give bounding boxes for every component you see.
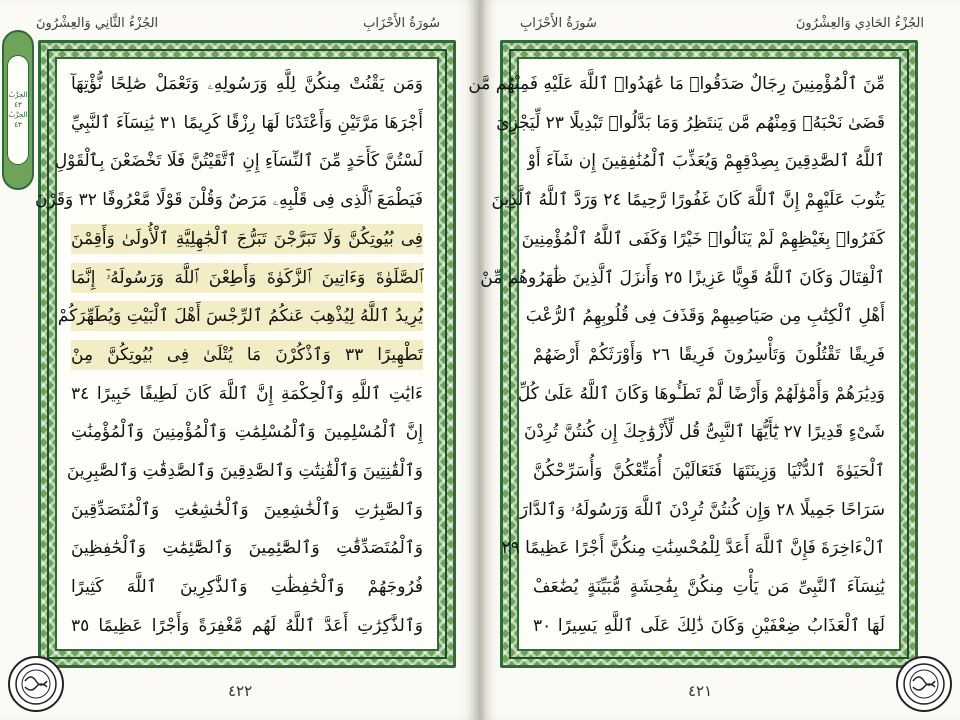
verse-line: وَدِيَٰرَهُمْ وَأَمْوَٰلَهُمْ وَأَرْضًا لَّمْ تَطَـُٔوهَا وَكَانَ ٱللَّهُ عَلَىٰ كُلِّ (517, 383, 885, 404)
verse-line: وَمَن يَقْنُتْ مِنكُنَّ لِلَّهِ وَرَسُولِهِۦ وَتَعْمَلْ صَٰلِحًا نُّؤْتِهَآ (71, 74, 423, 94)
seal-stamp-icon (8, 656, 64, 712)
verse-line: ٱلْءَاخِرَةَ فَإِنَّ ٱللَّهَ أَعَدَّ لِلْمُحْسِنَٰتِ مِنكُنَّ أَجْرًا عَظِيمًا ٢٩ (501, 538, 885, 559)
verse-line: كَفَرُوا۟ بِغَيْظِهِمْ لَمْ يَنَالُوا۟ خَيْرًا وَكَفَى ٱللَّهُ ٱلْمُؤْمِنِينَ (521, 228, 885, 249)
right-page-number: ٤٢١ (688, 682, 713, 700)
right-page (468, 0, 960, 720)
verse-line: وَٱلصَّٰبِرَٰتِ وَٱلْخَٰشِعِينَ وَٱلْخَٰشِعَٰتِ وَٱلْمُتَصَدِّقِينَ (71, 499, 423, 520)
verse-line-highlighted: فِى بُيُوتِكُنَّ وَلَا تَبَرَّجْنَ تَبَرُّجَ ٱلْجَٰهِلِيَّةِ ٱلْأُولَىٰ وَأَقِمْنَ (71, 224, 423, 254)
verse-line: وَٱلذَّٰكِرَٰتِ أَعَدَّ ٱللَّهُ لَهُم مَّغْفِرَةً وَأَجْرًا عَظِيمًا ٣٥ (71, 615, 423, 636)
verse-line: لَسْتُنَّ كَأَحَدٍ مِّنَ ٱلنِّسَآءِ إِنِ ٱتَّقَيْتُنَّ فَلَا تَخْضَعْنَ بِٱلْقَوْلِ (54, 151, 423, 172)
seal-stamp-icon (896, 656, 952, 712)
verse-line: مِّنَ ٱلْمُؤْمِنِينَ رِجَالٌ صَدَقُوا۟ مَا عَٰهَدُوا۟ ٱللَّهَ عَلَيْهِ فَمِنْهُم مَّن (468, 74, 885, 94)
verse-line-highlighted: ٱلصَّلَوٰةَ وَءَاتِينَ ٱلزَّكَوٰةَ وَأَطِعْنَ ٱللَّهَ وَرَسُولَهُۥٓ إِنَّمَا (71, 263, 423, 293)
left-page-number: ٤٢٢ (228, 682, 253, 700)
verse-line: شَىْءٍ قَدِيرًا ٢٧ يَٰٓأَيُّهَا ٱلنَّبِىُّ قُل لِّأَزْوَٰجِكَ إِن كُنتُنَّ تُرِدْنَ (523, 422, 885, 443)
hizb-marker-label: الحِزْبُ ٤٣ الحِزْبُ ٤٣ (7, 55, 29, 165)
verse-line: قَضَىٰ نَحْبَهُۥ وَمِنْهُم مَّن يَنتَظِرُ وَمَا بَدَّلُوا۟ تَبْدِيلًا ٢٣ لِّيَجْزِىَ (496, 112, 885, 133)
verse-line: إِنَّ ٱلْمُسْلِمِينَ وَٱلْمُسْلِمَٰتِ وَٱلْمُؤْمِنِينَ وَٱلْمُؤْمِنَٰتِ (71, 422, 423, 443)
left-header-juz: الجُزْءُ الثَّانِي وَالعِشْرُونَ (36, 15, 159, 31)
verse-line: وَٱلْمُتَصَدِّقَٰتِ وَٱلصَّٰٓئِمِينَ وَٱلصَّٰٓئِمَٰتِ وَٱلْحَٰفِظِينَ (71, 538, 423, 559)
left-page-header (36, 10, 440, 36)
right-page-header (520, 10, 924, 36)
verse-line: ٱلْحَيَوٰةَ ٱلدُّنْيَا وَزِينَتَهَا فَتَعَالَيْنَ أُمَتِّعْكُنَّ وَأُسَرِّحْكُنَّ (533, 461, 885, 482)
verse-line: أَجْرَهَا مَرَّتَيْنِ وَأَعْتَدْنَا لَهَا رِزْقًا كَرِيمًا ٣١ يَٰنِسَآءَ ٱلنَّبِيِّ (71, 112, 424, 133)
right-page-frame (468, 40, 918, 668)
verse-line: سَرَاحًا جَمِيلًا ٢٨ وَإِن كُنتُنَّ تُرِدْنَ ٱللَّهَ وَرَسُولَهُۥ وَٱلدَّارَ (519, 499, 885, 520)
hizb-marker (2, 30, 34, 190)
verse-line: أَهْلِ ٱلْكِتَٰبِ مِن صَيَاصِيهِمْ وَقَذَفَ فِى قُلُوبِهِمُ ٱلرُّعْبَ (525, 306, 885, 327)
verse-line: فُرُوجَهُمْ وَٱلْحَٰفِظَٰتِ وَٱلذَّٰكِرِينَ ٱللَّهَ كَثِيرًا (71, 577, 423, 598)
verse-line: ءَايَٰتِ ٱللَّهِ وَٱلْحِكْمَةِ إِنَّ ٱللَّهَ كَانَ لَطِيفًا خَبِيرًا ٣٤ (71, 383, 423, 404)
left-page-text (35, 57, 439, 651)
verse-line: لَهَا ٱلْعَذَابُ ضِعْفَيْنِ وَكَانَ ذَٰلِكَ عَلَى ٱللَّهِ يَسِيرًا ٣٠ (533, 615, 885, 636)
verse-line: وَٱلْقَٰنِتِينَ وَٱلْقَٰنِتَٰتِ وَٱلصَّٰدِقِينَ وَٱلصَّٰدِقَٰتِ وَٱلصَّٰبِرِينَ (66, 461, 423, 482)
verse-line-highlighted: تَطْهِيرًا ٣٣ وَٱذْكُرْنَ مَا يُتْلَىٰ فِى بُيُوتِكُنَّ مِنْ (71, 340, 423, 370)
verse-line: ٱللَّهُ ٱلصَّٰدِقِينَ بِصِدْقِهِمْ وَيُعَذِّبَ ٱلْمُنَٰفِقِينَ إِن شَآءَ أَوْ (527, 151, 885, 172)
verse-line-highlighted: يُرِيدُ ٱللَّهُ لِيُذْهِبَ عَنكُمُ ٱلرِّجْسَ أَهْلَ ٱلْبَيْتِ وَيُطَهِّرَكُمْ (71, 301, 423, 331)
left-header-surah: سُورَةُ الأَحْزَابِ (363, 15, 440, 31)
verse-line: يَتُوبَ عَلَيْهِمْ إِنَّ ٱللَّهَ كَانَ غَفُورًا رَّحِيمًا ٢٤ وَرَدَّ ٱللَّهُ ٱلَّذِينَ (491, 190, 885, 211)
left-page (0, 0, 476, 720)
right-header-juz: الجُزْءُ الحَادِي وَالعِشْرُونَ (795, 15, 924, 31)
right-page-text (468, 57, 901, 651)
verse-line: فَيَطْمَعَ ٱلَّذِى فِى قَلْبِهِۦ مَرَضٌ وَقُلْنَ قَوْلًا مَّعْرُوفًا ٣٢ وَقَرْنَ (35, 190, 423, 211)
right-header-surah: سُورَةُ الأَحْزَابِ (520, 15, 597, 31)
verse-line: فَرِيقًا تَقْتُلُونَ وَتَأْسِرُونَ فَرِيقًا ٢٦ وَأَوْرَثَكُمْ أَرْضَهُمْ (533, 344, 885, 365)
left-page-frame (35, 40, 456, 668)
verse-line: ٱلْقِتَالَ وَكَانَ ٱللَّهُ قَوِيًّا عَزِيزًا ٢٥ وَأَنزَلَ ٱلَّذِينَ ظَٰهَرُوهُم مِّنْ (480, 267, 885, 288)
verse-line: يَٰنِسَآءَ ٱلنَّبِىِّ مَن يَأْتِ مِنكُنَّ بِفَٰحِشَةٍ مُّبَيِّنَةٍ يُضَٰعَفْ (533, 577, 885, 598)
